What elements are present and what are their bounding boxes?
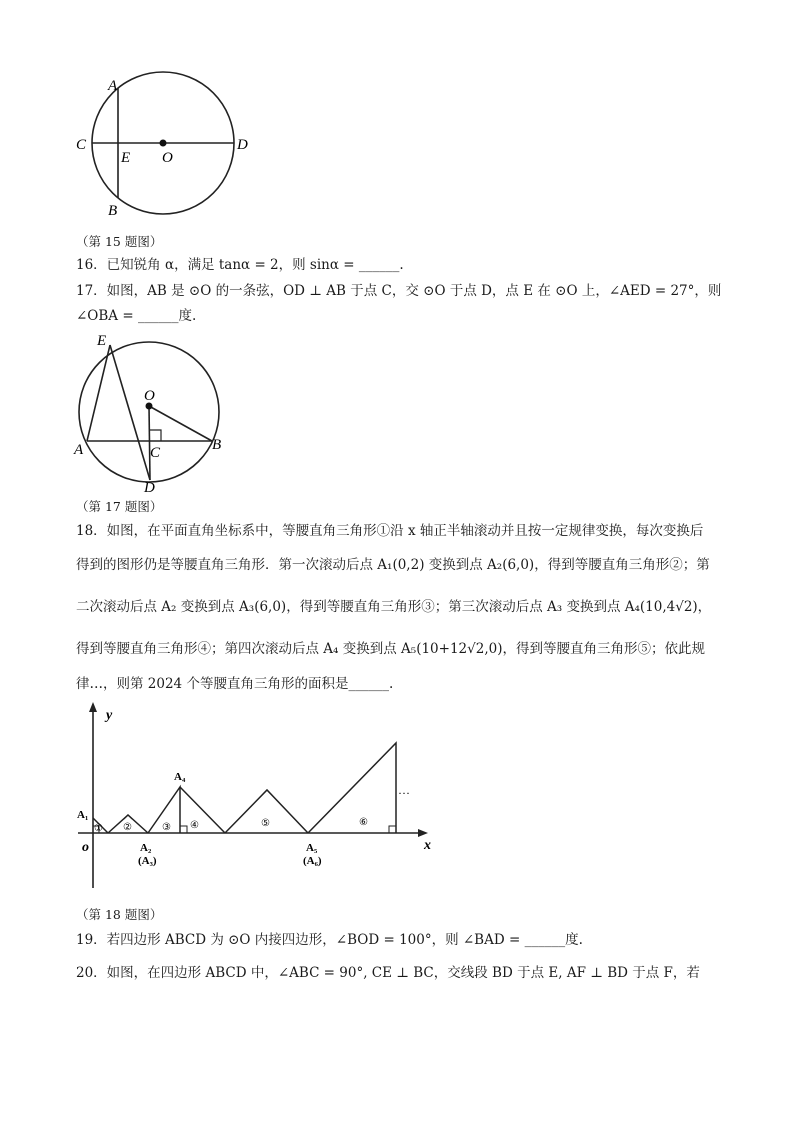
fig15-label-o: O [162, 150, 173, 166]
question-18-line-2: 得到的图形仍是等腰直角三角形．第一次滚动后点 A₁(0,2) 变换到点 A₂(6,0)，得到等腰直角三角形②；第 [76, 557, 710, 573]
figure-15 [70, 62, 270, 222]
fig15-label-b: B [108, 203, 118, 219]
question-18-line-5: 律…，则第 2024 个等腰直角三角形的面积是______. [76, 676, 394, 692]
fig18-ellipsis: ··· [398, 786, 410, 800]
question-20: 20．如图，在四边形 ABCD 中，∠ABC = 90°, CE ⊥ BC，交线段 BD 于点 E, AF ⊥ BD 于点 F，若 [76, 965, 700, 981]
fig18-triangle-3-number: ③ [162, 822, 171, 833]
fig17-label-o: O [144, 388, 155, 404]
fig18-label-a2: A₂ [140, 842, 152, 854]
figure-18 [70, 700, 450, 895]
fig18-label-a4: A₄ [174, 771, 186, 783]
fig18-label-y: y [106, 708, 113, 723]
fig18-triangle-6 [308, 743, 396, 833]
fig18-label-a6: (A₆) [303, 855, 322, 867]
fig17-segment-ob [149, 406, 212, 441]
question-16: 16．已知锐角 α，满足 tanα = 2，则 sinα = ______. [76, 257, 404, 273]
question-18-line-3: 二次滚动后点 A₂ 变换到点 A₃(6,0)，得到等腰直角三角形③；第三次滚动后点 A₃ 变换到点 A₄(10,4√2)， [76, 599, 712, 615]
fig17-label-b: B [212, 437, 222, 453]
question-18-line-1: 18．如图，在平面直角坐标系中，等腰直角三角形①沿 x 轴正半轴滚动并且按一定规律变换，每次变换后 [76, 523, 704, 539]
fig15-center-point [160, 140, 167, 147]
question-18-line-4: 得到等腰直角三角形④；第四次滚动后点 A₄ 变换到点 A₅(10+12√2,0)，得到等腰直角三角形⑤；依此规 [76, 641, 705, 657]
question-17-line-2: ∠OBA = ______度. [76, 308, 197, 324]
fig15-label-a: A [108, 78, 118, 94]
fig18-right-angle-3 [180, 826, 187, 833]
fig18-right-angle-6 [389, 826, 396, 833]
fig18-y-axis-arrow [89, 702, 97, 712]
fig17-label-a: A [74, 442, 84, 458]
fig18-x-axis-arrow [418, 829, 428, 837]
fig17-segment-od [149, 406, 150, 480]
fig17-label-c: C [150, 445, 161, 461]
question-19: 19．若四边形 ABCD 为 ⊙O 内接四边形，∠BOD = 100°，则 ∠BAD = ______度. [76, 932, 583, 948]
fig18-triangle-2-number: ② [123, 822, 132, 833]
fig18-triangle-1-number: ① [94, 823, 103, 834]
fig15-label-c: C [76, 137, 87, 153]
figure-15-caption: （第 15 题图） [76, 234, 163, 249]
fig17-segment-ea [87, 345, 110, 441]
fig17-right-angle-mark [150, 430, 161, 441]
question-17-line-1: 17．如图，AB 是 ⊙O 的一条弦，OD ⊥ AB 于点 C，交 ⊙O 于点 D，点 E 在 ⊙O 上，∠AED = 27°，则 [76, 283, 722, 299]
fig17-label-d: D [144, 480, 155, 495]
figure-18-caption: （第 18 题图） [76, 907, 163, 922]
fig18-label-origin: o [82, 840, 89, 855]
fig15-label-e: E [121, 150, 131, 166]
fig18-triangle-4-number: ④ [190, 820, 199, 831]
fig18-triangle-6-number: ⑥ [359, 817, 368, 828]
fig18-label-x: x [424, 838, 431, 853]
figure-17 [70, 330, 240, 495]
fig18-triangle-5-number: ⑤ [261, 818, 270, 829]
figure-17-caption: （第 17 题图） [76, 499, 163, 514]
fig15-label-d: D [237, 137, 248, 153]
fig17-segment-ed [110, 345, 150, 480]
fig17-label-e: E [97, 333, 107, 349]
fig18-label-a1: A₁ [77, 809, 89, 821]
fig18-label-a5: A₅ [306, 842, 318, 854]
fig18-label-a3: (A₃) [138, 855, 157, 867]
